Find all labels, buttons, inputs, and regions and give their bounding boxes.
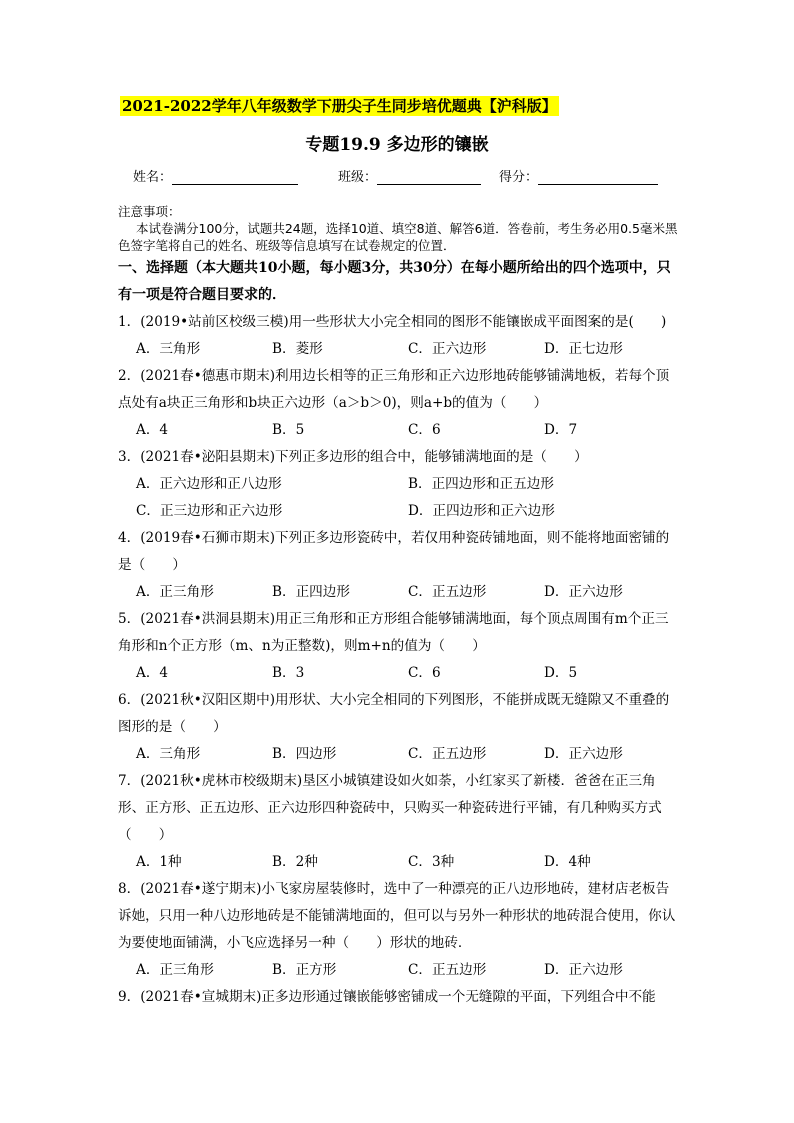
answer-option: A．1种 bbox=[136, 854, 182, 870]
question-stem: 3．(2021春•泌阳县期末)下列正多边形的组合中，能够铺满地面的是（ ） bbox=[118, 449, 588, 465]
question-stem: 4．(2019春•石狮市期末)下列正多边形瓷砖中，若仅用种瓷砖铺地面，则不能将地面密铺的是（ ） bbox=[118, 530, 670, 573]
option-row bbox=[118, 579, 680, 606]
class-field bbox=[338, 166, 499, 185]
question-list bbox=[118, 309, 680, 1011]
score-field bbox=[499, 166, 658, 185]
answer-option: B．5 bbox=[272, 422, 305, 438]
student-info-row bbox=[133, 166, 673, 185]
option-row bbox=[118, 417, 680, 444]
name-label: 姓名： bbox=[133, 170, 173, 185]
option-row bbox=[118, 336, 680, 363]
answer-option: D．7 bbox=[544, 422, 578, 438]
answer-option: D．正六边形 bbox=[544, 962, 623, 978]
answer-option: C．正三边形和正六边形 bbox=[136, 503, 283, 519]
score-blank-line bbox=[538, 170, 658, 185]
score-label: 得分： bbox=[499, 170, 539, 185]
question-item bbox=[118, 687, 680, 768]
option-row bbox=[118, 498, 680, 525]
option-row bbox=[118, 957, 680, 984]
answer-option: C．正五边形 bbox=[408, 746, 487, 762]
question-stem: 2．(2021春•德惠市期末)利用边长相等的正三角形和正六边形地砖能够铺满地板，若每个顶点处有a块正三角形和b块正六边形（a＞b＞0)，则a+b的值为（ ） bbox=[118, 368, 670, 411]
notes-text: 本试卷满分100分，试题共24题，选择10道、填空8道、解答6道．答卷前，考生务必用0.5毫米黑色签字笔将自己的姓名、班级等信息填写在试卷规定的位置． bbox=[118, 221, 678, 253]
answer-option: A．4 bbox=[136, 422, 169, 438]
answer-option: A．4 bbox=[136, 665, 169, 681]
answer-option: B．正四边形和正五边形 bbox=[408, 476, 554, 492]
question-stem: 5．(2021春•洪洞县期末)用正三角形和正方形组合能够铺满地面，每个顶点周围有m个正三角形和n个正方形（m、n为正整数)，则m+n的值为（ ） bbox=[118, 611, 669, 654]
question-item bbox=[118, 444, 680, 525]
answer-option: D．5 bbox=[544, 665, 578, 681]
answer-option: B．四边形 bbox=[272, 746, 337, 762]
answer-option: D．4种 bbox=[544, 854, 591, 870]
answer-option: C．3种 bbox=[408, 854, 455, 870]
answer-option: B．3 bbox=[272, 665, 305, 681]
name-blank-line bbox=[172, 170, 298, 185]
answer-option: D．正六边形 bbox=[544, 584, 623, 600]
class-blank-line bbox=[377, 170, 481, 185]
question-stem: 7．(2021秋•虎林市校级期末)垦区小城镇建设如火如荼，小红家买了新楼．爸爸在正三角形、正方形、正五边形、正六边形四种瓷砖中，只购买一种瓷砖进行平铺，有几种购买方式（ ） bbox=[118, 773, 662, 843]
answer-option: D．正七边形 bbox=[544, 341, 623, 357]
question-item bbox=[118, 309, 680, 363]
name-field bbox=[133, 166, 338, 185]
question-stem: 9．(2021春•宣城期末)正多边形通过镶嵌能够密铺成一个无缝隙的平面，下列组合中不能 bbox=[118, 989, 656, 1005]
question-stem: 8．(2021春•遂宁期末)小飞家房屋装修时，选中了一种漂亮的正八边形地砖，建材店老板告诉她，只用一种八边形地砖是不能铺满地面的，但可以与另外一种形状的地砖混合使用，你认为要使地面铺满，小飞应选择另一种（ ）形状的地砖． bbox=[118, 881, 676, 951]
question-item bbox=[118, 876, 680, 984]
answer-option: B．菱形 bbox=[272, 341, 323, 357]
answer-option: B．正四边形 bbox=[272, 584, 350, 600]
class-label: 班级： bbox=[338, 170, 378, 185]
answer-option: C．6 bbox=[408, 422, 441, 438]
answer-option: A．正六边形和正八边形 bbox=[136, 476, 282, 492]
answer-option: A．正三角形 bbox=[136, 962, 214, 978]
notes-heading: 注意事项： bbox=[118, 204, 181, 219]
answer-option: D．正四边形和正六边形 bbox=[408, 503, 555, 519]
question-item bbox=[118, 363, 680, 444]
answer-option: C．正五边形 bbox=[408, 962, 487, 978]
question-stem: 6．(2021秋•汉阳区期中)用形状、大小完全相同的下列图形，不能拼成既无缝隙又不重叠的图形的是（ ） bbox=[118, 692, 670, 735]
answer-option: C．正五边形 bbox=[408, 584, 487, 600]
answer-option: A．正三角形 bbox=[136, 584, 214, 600]
section-heading: 一、选择题（本大题共10小题，每小题3分，共30分）在每小题所给出的四个选项中，只有一项是符合题目要求的． bbox=[118, 260, 671, 303]
question-item bbox=[118, 525, 680, 606]
answer-option: C．正六边形 bbox=[408, 341, 487, 357]
answer-option: C．6 bbox=[408, 665, 441, 681]
question-item bbox=[118, 606, 680, 687]
option-row bbox=[118, 741, 680, 768]
answer-option: B．2种 bbox=[272, 854, 318, 870]
page-title: 专题19.9 多边形的镶嵌 bbox=[305, 135, 489, 155]
option-row bbox=[118, 660, 680, 687]
answer-option: D．正六边形 bbox=[544, 746, 623, 762]
answer-option: B．正方形 bbox=[272, 962, 337, 978]
option-row bbox=[118, 849, 680, 876]
notes-block bbox=[118, 203, 678, 254]
option-row bbox=[118, 471, 680, 498]
question-item bbox=[118, 984, 680, 1011]
document-header: 2021-2022学年八年级数学下册尖子生同步培优题典【沪科版】 bbox=[122, 97, 557, 115]
question-stem: 1．(2019•站前区校级三模)用一些形状大小完全相同的图形不能镶嵌成平面图案的是( ) bbox=[118, 314, 667, 330]
answer-option: A．三角形 bbox=[136, 341, 201, 357]
question-item bbox=[118, 768, 680, 876]
answer-option: A．三角形 bbox=[136, 746, 201, 762]
